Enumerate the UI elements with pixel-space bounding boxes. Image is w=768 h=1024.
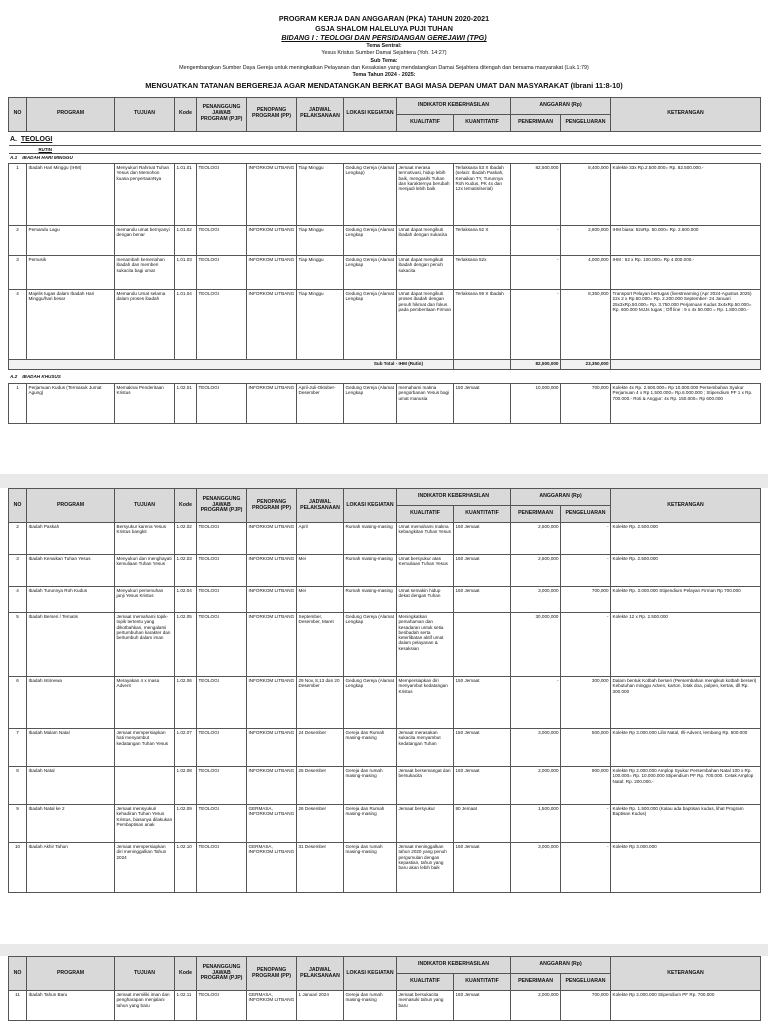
row-tujuan	[115, 767, 175, 805]
row-pp: INFORKOM LITBANG	[247, 729, 297, 767]
row-jadwal: Tiap Minggu	[297, 289, 344, 359]
row-penerimaan: 1,500,000	[511, 805, 561, 843]
col-kualitatif: KUALITATIF	[397, 974, 454, 991]
row-kualitatif: Umat dapat mengikuti proses ibadah dengan penuh hikmat dan fokus pada pemberitaan Firman	[397, 289, 454, 359]
row-kode: 1.02.09	[175, 805, 197, 843]
row-lokasi: Rumah masing-masing	[344, 587, 397, 613]
row-jadwal: 31 Desember	[297, 843, 344, 893]
row-kualitatif: Jemaat merasa termotivasi, hidup lebih baik, mengasihi Tuhan dan karakternya berubah menjadi lebih baik	[397, 163, 454, 225]
row-pengeluaran: -	[561, 843, 611, 893]
row-kualitatif: Umat bersyukur atas Kemuliaan Tuhan Yesus	[397, 555, 454, 587]
row-no: 9	[9, 805, 27, 843]
section-a-row	[9, 131, 761, 145]
col-pengeluaran: PENGELUARAN	[561, 974, 611, 991]
church-name: GSJA SHALOM HALELUYA PUJI TUHAN	[315, 23, 453, 33]
row-pp: GERMASA, INFORKOM LITBANG	[247, 991, 297, 1021]
row-pp: INFORKOM LITBANG	[247, 289, 297, 359]
table-row	[9, 289, 761, 359]
row-kualitatif: Jemaat bersemangat dan bersukacita	[397, 767, 454, 805]
row-kuantitatif: 150 Jemaat	[454, 587, 511, 613]
col-kualitatif: KUALITATIF	[397, 114, 454, 131]
row-lokasi: Gereja dan rumah masing-masing	[344, 843, 397, 893]
row-keterangan: Kolekte Rp. 1.500.000 (Kalau ada baptisan kudus, lihat Program Baptisan Kudus)	[611, 805, 761, 843]
program-table	[8, 956, 761, 1021]
row-program: Ibadah Hari Minggu (IHM)	[27, 163, 115, 225]
row-pengeluaran: 900,000	[561, 767, 611, 805]
col-lokasi: LOKASI KEGIATAN	[344, 957, 397, 991]
row-tujuan: Menyukuri dan menghayati kemuliaan Tuhan Yesus	[115, 555, 175, 587]
row-jadwal: April-Juli-Oktober-Desember	[297, 383, 344, 423]
row-pp: INFORKOM LITBANG	[247, 383, 297, 423]
row-lokasi: Gedung Gereja (Alamat Lengkap	[344, 383, 397, 423]
table-row	[9, 225, 761, 255]
tema-sentral: Yesus Kristus Sumber Damai Sejahtera (Yoh. 14:27)	[321, 50, 447, 57]
page-gap	[0, 474, 768, 488]
row-no: 2	[9, 225, 27, 255]
col-tujuan: TUJUAN	[115, 97, 175, 131]
row-pjp: TEOLOGI	[197, 805, 247, 843]
row-pp: GERMASA, INFORKOM LITBANG	[247, 805, 297, 843]
row-lokasi: Gedung Gereja (Alamat Lengkap)	[344, 163, 397, 225]
row-program: Majelis tugas dalam Ibadah Hari Minggu/hari besar	[27, 289, 115, 359]
row-tujuan: Jemaat mempersiapkan hati menyambut kedatangan Tuhan Yesus	[115, 729, 175, 767]
row-pjp: TEOLOGI	[197, 991, 247, 1021]
row-lokasi: Gedung Gereja (Alamat Lengkap	[344, 225, 397, 255]
subsection-name: IBADAH KHUSUS	[22, 373, 61, 379]
row-lokasi: Gedung Gereja (Alamat Lengkap	[344, 613, 397, 677]
row-kuantitatif: Terlaksana 52x	[454, 255, 511, 289]
row-kode: 1.02.03	[175, 555, 197, 587]
col-kuantitatif: KUANTITATIF	[454, 974, 511, 991]
row-program: Perjamuan Kudus (Termasuk Jumat Agung)	[27, 383, 115, 423]
row-pengeluaran: -	[561, 523, 611, 555]
row-lokasi: Gedung Gereja (Alamat Lengkap	[344, 289, 397, 359]
bidang-title: BIDANG I : TEOLOGI DAN PERSIDANGAN GEREJAWI (TPG)	[281, 33, 487, 43]
row-program: Ibadah Turunnya Roh Kudus	[27, 587, 115, 613]
row-kode: 1.02.11	[175, 991, 197, 1021]
row-program: Ibadah Akhir Tahun	[27, 843, 115, 893]
row-pjp: TEOLOGI	[197, 613, 247, 677]
row-penerimaan: -	[511, 289, 561, 359]
col-kualitatif: KUALITATIF	[397, 506, 454, 523]
row-pjp: TEOLOGI	[197, 767, 247, 805]
table-row	[9, 587, 761, 613]
row-lokasi: Gedung Gereja (Alamat Lengkap	[344, 677, 397, 729]
col-pjp: PENANGGUNG JAWAB PROGRAM (PJP)	[197, 97, 247, 131]
row-pp: INFORKOM LITBANG	[247, 225, 297, 255]
row-pengeluaran: 8,400,000	[561, 163, 611, 225]
row-program: Ibadah Kenaikan Tuhan Yesus	[27, 555, 115, 587]
row-pjp: TEOLOGI	[197, 843, 247, 893]
row-penerimaan: 2,500,000	[511, 555, 561, 587]
col-pengeluaran: PENGELUARAN	[561, 114, 611, 131]
row-pengeluaran: 300,000	[561, 677, 611, 729]
row-keterangan: Kolekte Rp 2.000.000 Amplop Syukur Persembahan Natal 100 x Rp. 100.000= Rp. 10.000.000 Stipendium PF Rp. 700.000. Cetak Amplop Natal: Rp. 200.000.-	[611, 767, 761, 805]
row-penerimaan: -	[511, 677, 561, 729]
col-kuantitatif: KUANTITATIF	[454, 114, 511, 131]
row-program: Ibadah Istimewa	[27, 677, 115, 729]
row-pjp: TEOLOGI	[197, 289, 247, 359]
table-row	[9, 163, 761, 225]
row-pengeluaran: 2,600,000	[561, 225, 611, 255]
row-program: Pemandu Lagu	[27, 225, 115, 255]
row-pp: INFORKOM LITBANG	[247, 255, 297, 289]
row-tujuan: Jemaat memahami topik-topik tertentu yang dikotbahkan, mengalami pertumbuhan karakter dan bertumbuh dalam iman	[115, 613, 175, 677]
row-kuantitatif: 150 Jemaat	[454, 677, 511, 729]
row-tujuan: Jemaat mensyukuri kehadiran Tuhan Yesus Kristus, biasanya dilakukan Pembaptisan anak	[115, 805, 175, 843]
row-kualitatif: Umat dapat mengikuti ibadah dengan sukacita	[397, 225, 454, 255]
row-kuantitatif: 150 Jemaat	[454, 523, 511, 555]
row-pjp: TEOLOGI	[197, 729, 247, 767]
row-jadwal: 24 Desember	[297, 729, 344, 767]
row-penerimaan: -	[511, 225, 561, 255]
row-tujuan: Merayakan 4 x masa Advent	[115, 677, 175, 729]
row-pengeluaran: 700,000	[561, 383, 611, 423]
program-table	[8, 488, 761, 893]
row-pjp: TEOLOGI	[197, 523, 247, 555]
col-jadwal: JADWAL PELAKSANAAN	[297, 97, 344, 131]
row-jadwal: September, Desember, Maret	[297, 613, 344, 677]
row-penerimaan: 3,000,000	[511, 843, 561, 893]
row-kode: 1.01.04	[175, 289, 197, 359]
row-kode: 1.02.07	[175, 729, 197, 767]
table-row	[9, 613, 761, 677]
row-lokasi: Gedung Gereja (Alamat Lengkap	[344, 255, 397, 289]
row-pp: INFORKOM LITBANG	[247, 767, 297, 805]
document-page-3	[8, 956, 760, 1024]
row-lokasi: Gereja dan rumah masing-masing	[344, 991, 397, 1021]
row-pp: GERMASA, INFORKOM LITBANG	[247, 843, 297, 893]
row-kuantitatif: 150 Jemaat	[454, 555, 511, 587]
row-no: 5	[9, 613, 27, 677]
tema-tahun: MENGUATKAN TATANAN BERGEREJA AGAR MENDATANGKAN BERKAT BAGI MASA DEPAN UMAT DAN MASYARAKAT (Ibrani 11:8-10)	[145, 80, 623, 90]
row-jadwal: Mei	[297, 587, 344, 613]
table-row	[9, 991, 761, 1021]
col-pengeluaran: PENGELUARAN	[561, 506, 611, 523]
row-program: Pemusik	[27, 255, 115, 289]
row-pjp: TEOLOGI	[197, 555, 247, 587]
row-no: 10	[9, 843, 27, 893]
row-penerimaan: 3,000,000	[511, 729, 561, 767]
row-no: 7	[9, 729, 27, 767]
row-penerimaan: -	[511, 255, 561, 289]
row-lokasi: Rumah masing-masing	[344, 555, 397, 587]
row-pjp: TEOLOGI	[197, 383, 247, 423]
row-no: 3	[9, 255, 27, 289]
row-jadwal: Tiap Minggu	[297, 163, 344, 225]
row-pjp: TEOLOGI	[197, 255, 247, 289]
row-kode: 1.02.06	[175, 677, 197, 729]
row-pjp: TEOLOGI	[197, 587, 247, 613]
row-no: 4	[9, 289, 27, 359]
row-keterangan: IHM : 52 x Rp. 100.000= Rp 4.000.000.-	[611, 255, 761, 289]
row-kuantitatif: 150 Jemaat	[454, 767, 511, 805]
col-pp: PENOPANG PROGRAM (PP)	[247, 957, 297, 991]
col-keterangan: KETERANGAN	[611, 97, 761, 131]
row-pengeluaran: 700,000	[561, 991, 611, 1021]
tema-tahun-label: Tema Tahun 2024 - 2025:	[352, 72, 416, 79]
document-page-2	[8, 488, 760, 934]
row-keterangan: Kolekte 33x Rp.2.500.000= Rp. 82.500.000.-	[611, 163, 761, 225]
col-penerimaan: PENERIMAAN	[511, 114, 561, 131]
row-kualitatif: Jemaat meninggalkan tahun 2020 yang penuh pergumulan dengan kepastian, tahun yang baru akan lebih baik	[397, 843, 454, 893]
col-penerimaan: PENERIMAAN	[511, 506, 561, 523]
row-kuantitatif: 80 Jemaat	[454, 805, 511, 843]
row-pp: INFORKOM LITBANG	[247, 587, 297, 613]
row-kode: 1.01.02	[175, 225, 197, 255]
col-no: NO	[9, 489, 27, 523]
row-kualitatif: Jemaat merasakan sukacita menyambut kedatangan Tuhan	[397, 729, 454, 767]
row-keterangan: Dalam bentuk Kotbah berseri (Persembahan mengikuti kotbah berseri) Kebutuhan minggu Adven, karton, lotak doa, pulpen, kertas, dll Rp. 300.000	[611, 677, 761, 729]
row-lokasi: Gereja dan rumah masing-masing	[344, 767, 397, 805]
row-pengeluaran: 500,000	[561, 729, 611, 767]
row-keterangan: Kolekte Rp 3.000.000	[611, 843, 761, 893]
row-kode: 1.02.10	[175, 843, 197, 893]
row-kode: 1.02.02	[175, 523, 197, 555]
subsection-a1-row	[9, 153, 761, 163]
row-tujuan: memandu umat bernyanyi dengan benar	[115, 225, 175, 255]
col-penerimaan: PENERIMAAN	[511, 974, 561, 991]
row-no: 3	[9, 555, 27, 587]
row-pengeluaran: -	[561, 805, 611, 843]
row-kuantitatif: 150 Jemaat	[454, 729, 511, 767]
rutin-label: RUTIN	[38, 146, 52, 152]
row-no: 2	[9, 523, 27, 555]
row-keterangan: Kolekte Rp. 3.000.000 Stipendium Pelayan Firman Rp 700.000	[611, 587, 761, 613]
subtotal-penerimaan: 82,500,000	[511, 359, 561, 369]
row-program: Ibadah Malam Natal	[27, 729, 115, 767]
row-keterangan: Kolekte Rp 3.000.000 Lilin Natal, Illi-Advent, lembang Rp. 500.000	[611, 729, 761, 767]
row-tujuan: menambah kemeriahan ibadah dan memberi sukacita bagi umat	[115, 255, 175, 289]
col-indikator: INDIKATOR KEBERHASILAN	[397, 489, 511, 506]
row-keterangan: Kolekte Rp. 2.500.000	[611, 555, 761, 587]
table-row	[9, 843, 761, 893]
row-jadwal: 25 Desember	[297, 767, 344, 805]
row-kualitatif: Umat semakin hidup dekat dengan Tuhan	[397, 587, 454, 613]
row-pengeluaran: 700,000	[561, 587, 611, 613]
col-keterangan: KETERANGAN	[611, 957, 761, 991]
col-kuantitatif: KUANTITATIF	[454, 506, 511, 523]
row-kualitatif: Meningkatkan pemahaman dan kesadaran untuk setia beribadah serta keterlibatan aktif umat dalam pelayanan & kesaksian	[397, 613, 454, 677]
subtotal-pengeluaran: 23,350,000	[561, 359, 611, 369]
rutin-row	[9, 145, 761, 153]
col-kode: Kode	[175, 489, 197, 523]
row-pjp: TEOLOGI	[197, 163, 247, 225]
row-no: 1	[9, 163, 27, 225]
row-kualitatif: Mempersiapkan diri menyambut kedatangan Kristus	[397, 677, 454, 729]
col-pjp: PENANGGUNG JAWAB PROGRAM (PJP)	[197, 957, 247, 991]
row-keterangan: Transport Pelayan bertugas (livestreaming (Apr 2024-Agustus 2025) 22x 2 x Rp.50.000= Rp. 2.200.000 September- 24 Januari 25x3xRp.50.000= Rp. 3.750.000 Perjamuan Kudus 3x4xRp.50.000= Rp. 600.000 MJJs tugas ; Off line : 9 x 4x 50.000 = Rp. 1.800.000.-	[611, 289, 761, 359]
col-kode: Kode	[175, 957, 197, 991]
table-row	[9, 255, 761, 289]
col-anggaran: ANGGARAN (Rp)	[511, 489, 611, 506]
row-keterangan: Kolekte 12 x Rp. 2.500.000	[611, 613, 761, 677]
row-penerimaan: 2,500,000	[511, 523, 561, 555]
row-lokasi: Gereja dan Rumah masing-masing	[344, 729, 397, 767]
col-no: NO	[9, 957, 27, 991]
document-header	[8, 10, 760, 91]
row-pengeluaran: 8,350,000	[561, 289, 611, 359]
row-kuantitatif: Terlaksana 52 X	[454, 225, 511, 255]
row-no: 6	[9, 677, 27, 729]
row-tujuan: Memandu Umat selama dalam proses ibadah	[115, 289, 175, 359]
row-keterangan: Kolekte 4x Rp. 2.500.000= Rp 10.000.000 Persembahan Syukur Perjamuan 4 x Rp 1.500.000= Rp.6.000.000 ; Stipendium PF 1 x Rp. 700.000.- Roti & Anggur: 4x Rp. 150.000= Rp 600.000	[611, 383, 761, 423]
row-tujuan: Memaknai Penderitaan Kristus	[115, 383, 175, 423]
row-kode: 1.02.08	[175, 767, 197, 805]
row-jadwal: Mei	[297, 555, 344, 587]
row-pp: INFORKOM LITBANG	[247, 523, 297, 555]
row-no: 1	[9, 383, 27, 423]
sub-tema-label: Sub Tema:	[370, 57, 398, 64]
tema-sentral-label: Tema Sentral:	[366, 43, 402, 50]
row-lokasi: Gereja dan Rumah masing-masing	[344, 805, 397, 843]
row-no: 8	[9, 767, 27, 805]
row-kuantitatif: 150 Jemaat	[454, 991, 511, 1021]
row-tujuan: Menyukuri Rahmat Tuhan Yesus dan Memohon kuasa penyertaanNya	[115, 163, 175, 225]
row-kode: 1.02.05	[175, 613, 197, 677]
row-pjp: TEOLOGI	[197, 225, 247, 255]
subsection-code: A.2	[10, 373, 18, 379]
col-kode: Kode	[175, 97, 197, 131]
section-letter: A.	[10, 135, 17, 143]
sub-tema: Mengembangkan Sumber Daya Gereja untuk meningkatkan Pelayanan dan Kesaksian yang mendatangkan Damai Sejahtera ditengah dan bersama masyarakat (Luk.1:79)	[179, 65, 589, 72]
row-kuantitatif: Terlaksana 53 X Ibadah (selain: Ibadah Paskah, Kenaikan TY, Turunnya Roh Kudus, PK 4x dan 12x tematis/serial)	[454, 163, 511, 225]
row-jadwal: 29 Nov, 8,13 dan 20 Desember	[297, 677, 344, 729]
subsection-a2-row	[9, 369, 761, 383]
row-jadwal: 1 Januari 2024	[297, 991, 344, 1021]
row-jadwal: Tiap Minggu	[297, 225, 344, 255]
row-program: Ibadah Natal ke 2	[27, 805, 115, 843]
row-program: Ibadah Tahun Baru	[27, 991, 115, 1021]
section-name: TEOLOGI	[20, 135, 53, 143]
col-pp: PENOPANG PROGRAM (PP)	[247, 97, 297, 131]
row-jadwal: 26 Desember	[297, 805, 344, 843]
row-no: 4	[9, 587, 27, 613]
row-kuantitatif: 150 Jemaat	[454, 843, 511, 893]
row-penerimaan: 3,000,000	[511, 587, 561, 613]
col-program: PROGRAM	[27, 97, 115, 131]
col-anggaran: ANGGARAN (Rp)	[511, 97, 611, 114]
row-pengeluaran: 4,000,000	[561, 255, 611, 289]
row-program: Ibadah Paskah	[27, 523, 115, 555]
row-kode: 1.01.01	[175, 163, 197, 225]
row-kualitatif: Umat memahami makna kebangkitan Tuhan Yesus	[397, 523, 454, 555]
row-no: 11	[9, 991, 27, 1021]
row-keterangan: IHM biasa: 52xRp. 50.000= Rp. 2.600.000	[611, 225, 761, 255]
program-table	[8, 97, 761, 424]
row-tujuan: Jemaat memiliki iman dan pengharapan menjalani tahun yang baru	[115, 991, 175, 1021]
subsection-name: IBADAH HARI MINGGU	[22, 154, 73, 160]
col-program: PROGRAM	[27, 957, 115, 991]
row-pengeluaran: -	[561, 555, 611, 587]
row-lokasi: Rumah masing-masing	[344, 523, 397, 555]
row-penerimaan: 2,000,000	[511, 767, 561, 805]
table-row	[9, 677, 761, 729]
row-keterangan: Kolekte Rp. 2.500.000	[611, 523, 761, 555]
row-tujuan: Jemaat mempersiapkan diri meninggalkan Tahun 2024	[115, 843, 175, 893]
col-lokasi: LOKASI KEGIATAN	[344, 489, 397, 523]
row-penerimaan: 10,000,000	[511, 383, 561, 423]
table-row	[9, 383, 761, 423]
subtotal-label: Sub Total - IHM (Rutin)	[9, 359, 454, 369]
col-tujuan: TUJUAN	[115, 957, 175, 991]
row-kualitatif: memahami makna pengorbanan Yesus bagi umat manusia	[397, 383, 454, 423]
row-penerimaan: 82,500,000	[511, 163, 561, 225]
col-tujuan: TUJUAN	[115, 489, 175, 523]
row-pp: INFORKOM LITBANG	[247, 555, 297, 587]
col-indikator: INDIKATOR KEBERHASILAN	[397, 97, 511, 114]
col-anggaran: ANGGARAN (Rp)	[511, 957, 611, 974]
row-kuantitatif: 150 Jemaat	[454, 383, 511, 423]
table-row	[9, 729, 761, 767]
row-tujuan: Menyukuri pemenuhan janji Yesus Kristus	[115, 587, 175, 613]
row-program: Ibadah Berseri / Tematis	[27, 613, 115, 677]
subsection-code: A.1	[10, 154, 18, 160]
row-pengeluaran: -	[561, 613, 611, 677]
col-lokasi: LOKASI KEGIATAN	[344, 97, 397, 131]
row-pp: INFORKOM LITBANG	[247, 613, 297, 677]
row-kode: 1.02.01	[175, 383, 197, 423]
row-keterangan: Kolekte Rp 2.000.000 Stipendium PF Rp. 700.000	[611, 991, 761, 1021]
row-program: Ibadah Natal	[27, 767, 115, 805]
col-no: NO	[9, 97, 27, 131]
row-jadwal: April	[297, 523, 344, 555]
row-kode: 1.01.03	[175, 255, 197, 289]
col-pjp: PENANGGUNG JAWAB PROGRAM (PJP)	[197, 489, 247, 523]
table-row	[9, 555, 761, 587]
row-penerimaan: 2,000,000	[511, 991, 561, 1021]
col-keterangan: KETERANGAN	[611, 489, 761, 523]
table-row	[9, 805, 761, 843]
col-pp: PENOPANG PROGRAM (PP)	[247, 489, 297, 523]
col-jadwal: JADWAL PELAKSANAAN	[297, 489, 344, 523]
row-kode: 1.02.04	[175, 587, 197, 613]
row-kualitatif: Jemaat bersyukur	[397, 805, 454, 843]
row-penerimaan: 30,000,000	[511, 613, 561, 677]
col-program: PROGRAM	[27, 489, 115, 523]
row-jadwal: Tiap Minggu	[297, 255, 344, 289]
row-tujuan: Bersyukur karena Yesus Kristus bangkit	[115, 523, 175, 555]
doc-title: PROGRAM KERJA DAN ANGGARAN (PKA) TAHUN 2020-2021	[278, 14, 490, 23]
row-kualitatif: Umat dapat mengikuti ibadah dengan penuh sukacita	[397, 255, 454, 289]
row-kuantitatif	[454, 613, 511, 677]
document-page-1	[8, 10, 760, 462]
col-indikator: INDIKATOR KEBERHASILAN	[397, 957, 511, 974]
row-pp: INFORKOM LITBANG	[247, 677, 297, 729]
page-gap	[0, 944, 768, 956]
col-jadwal: JADWAL PELAKSANAAN	[297, 957, 344, 991]
row-kuantitatif: Terlaksana 59 X Ibadah	[454, 289, 511, 359]
row-pp: INFORKOM LITBANG	[247, 163, 297, 225]
row-kualitatif: Jemaat bersukacita memasuki tahun yang baru	[397, 991, 454, 1021]
table-row	[9, 767, 761, 805]
table-row	[9, 523, 761, 555]
row-pjp: TEOLOGI	[197, 677, 247, 729]
